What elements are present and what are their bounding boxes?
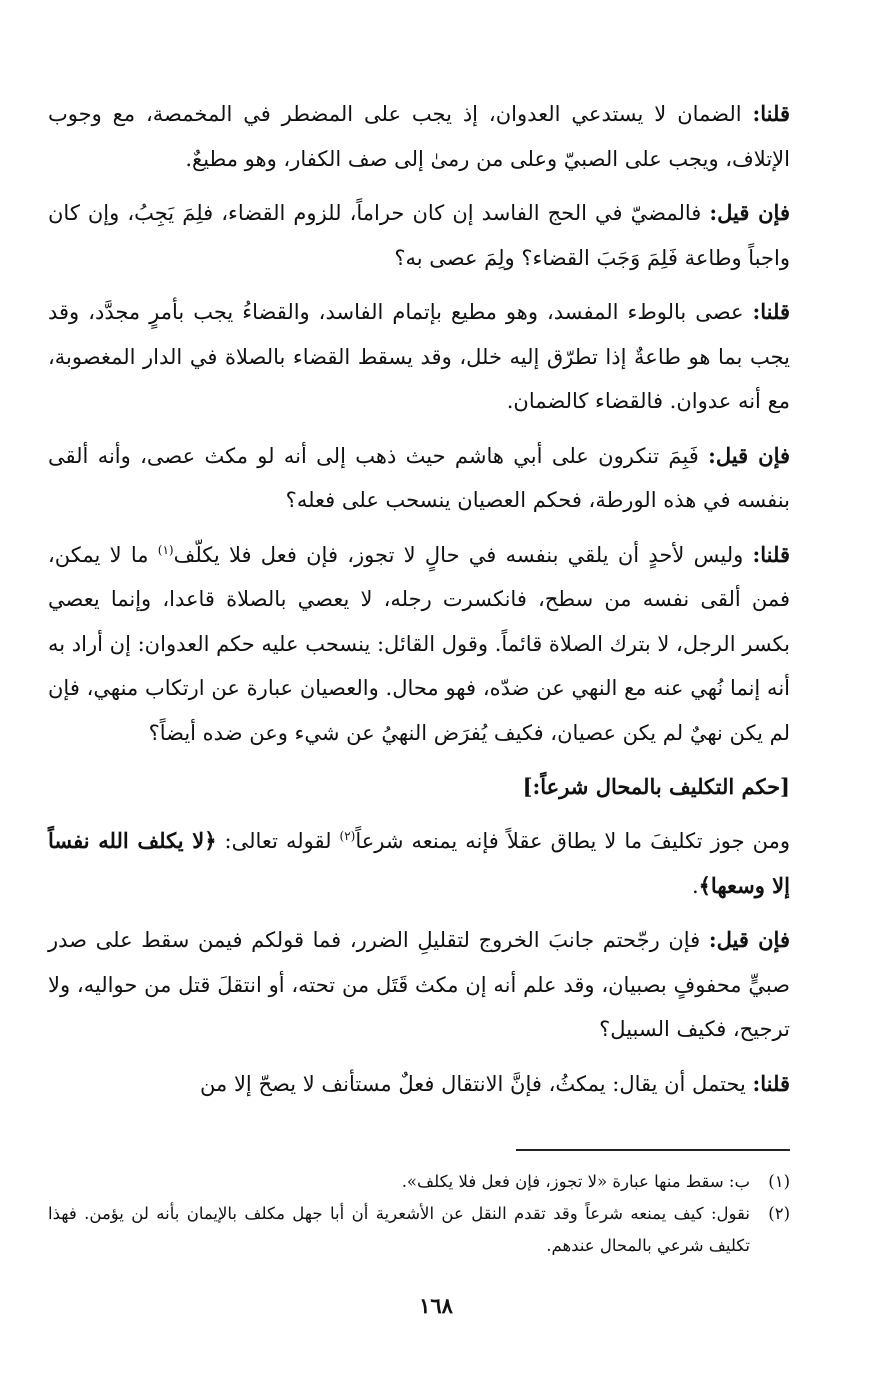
footnote-separator (516, 1149, 790, 1151)
page-body (48, 92, 790, 1116)
paragraph-lead: قلنا: (752, 1070, 790, 1096)
paragraph-text: لقوله تعالى: (216, 829, 340, 853)
paragraph (48, 92, 790, 181)
paragraph-text: ما لا يمكن، فمن ألقى نفسه من سطح، فانكسرت رجله، لا يعصي بالصلاة قاعدا، وإنما يعصي بكسر الرجل، لا بترك الصلاة قائماً. وقول القائل: ينسحب عليه حكم العدوان: إن أراد به أنه إنما نُهي عنه مع النهي عن ضدّه، فهو محال. والعصيان عبارة عن ارتكاب منهي، فإن لم يكن نهيٌ لم يكن عصيان، فكيف يُفرَض النهيُ عن شيء وعن ضده أيضاً؟ (48, 542, 790, 745)
footnote-number: (٢) (768, 1204, 790, 1223)
paragraph (48, 918, 790, 1052)
paragraph-text: عصى بالوطء المفسد، وهو مطيع بإتمام الفاسد، والقضاءُ يجب بأمرٍ مجدَّد، وقد يجب بما هو طاعةٌ إذا تطرّق إليه خلل، وقد يسقط القضاء بالصلاة في الدار المغصوبة، مع أنه عدوان. فالقضاء كالضمان. (48, 300, 790, 413)
quran-verse: ﴿لا يكلف الله نفساً إلا وسعها﴾ (48, 828, 790, 898)
paragraph-lead: فإن قيل: (708, 442, 791, 468)
paragraph (48, 1062, 790, 1107)
footnote (48, 1198, 790, 1262)
paragraph-text: فَبِمَ تنكرون على أبي هاشم حيث ذهب إلى أنه لو مكث عصى، وأنه ألقى بنفسه في هذه الورطة، فحكم العصيان ينسحب على فعله؟ (48, 443, 790, 512)
footnote-text: ب: سقط منها عبارة «لا تجوز، فإن فعل فلا يكلف». (401, 1172, 750, 1191)
paragraph-text: فالمضيّ في الحج الفاسد إن كان حراماً، للزوم القضاء، فلِمَ يَجِبُ، وإن كان واجباً وطاعة فَلِمَ وَجَبَ القضاء؟ ولِمَ عصى به؟ (48, 201, 790, 270)
paragraph-text: ومن جوز تكليفَ ما لا يطاق عقلاً فإنه يمنعه شرعاً (355, 829, 791, 853)
paragraph (48, 290, 790, 424)
footnote-marker[interactable]: (٢) (339, 829, 356, 843)
footnote-text: نقول: كيف يمنعه شرعاً وقد تقدم النقل عن الأشعرية أن أبا جهل مكلف بالإيمان بأنه لن يؤمن. فهذا تكليف شرعي بالمحال عندهم. (48, 1204, 750, 1255)
footnote-marker[interactable]: (١) (157, 542, 174, 557)
paragraph-lead: قلنا: (752, 101, 790, 126)
paragraph-lead: قلنا: (752, 541, 790, 567)
paragraph (48, 819, 790, 908)
paragraph-text: وليس لأحدٍ أن يلقي بنفسه في حالٍ لا تجوز، فإن فعل فلا يكلّف (173, 542, 753, 567)
footnotes (48, 1166, 790, 1262)
footnote (48, 1166, 790, 1198)
paragraph-text: فإن رجّحتم جانبَ الخروج لتقليلِ الضرر، فما قولكم فيمن سقط على صدر صبيٍّ محفوفٍ بصبيان، وقد علم أنه إن مكث قَتَل من تحته، أو انتقلَ قتل من حواليه، ولا ترجيح، فكيف السبيل؟ (48, 928, 790, 1041)
paragraph-lead: قلنا: (752, 299, 790, 324)
paragraph-text: يحتمل أن يقال: يمكثُ، فإنَّ الانتقال فعلٌ مستأنف لا يصحّ إلا من (200, 1071, 753, 1096)
paragraph (48, 434, 790, 523)
paragraph (48, 191, 790, 280)
paragraph-lead: فإن قيل: (708, 927, 790, 952)
paragraph-lead: فإن قيل: (709, 200, 790, 225)
paragraph (48, 533, 790, 756)
page-number: ١٦٨ (419, 1293, 453, 1318)
footnote-number: (١) (768, 1172, 790, 1191)
paragraph-text: . (691, 873, 699, 898)
section-heading: [حكم التكليف بالمحال شرعاً:] (522, 774, 790, 799)
paragraph-text: الضمان لا يستدعي العدوان، إذ يجب على المضطر في المخمصة، مع وجوب الإتلاف، ويجب على الصبيّ وعلى من رمىٰ إلى صف الكفار، وهو مطيعٌ. (48, 102, 790, 171)
